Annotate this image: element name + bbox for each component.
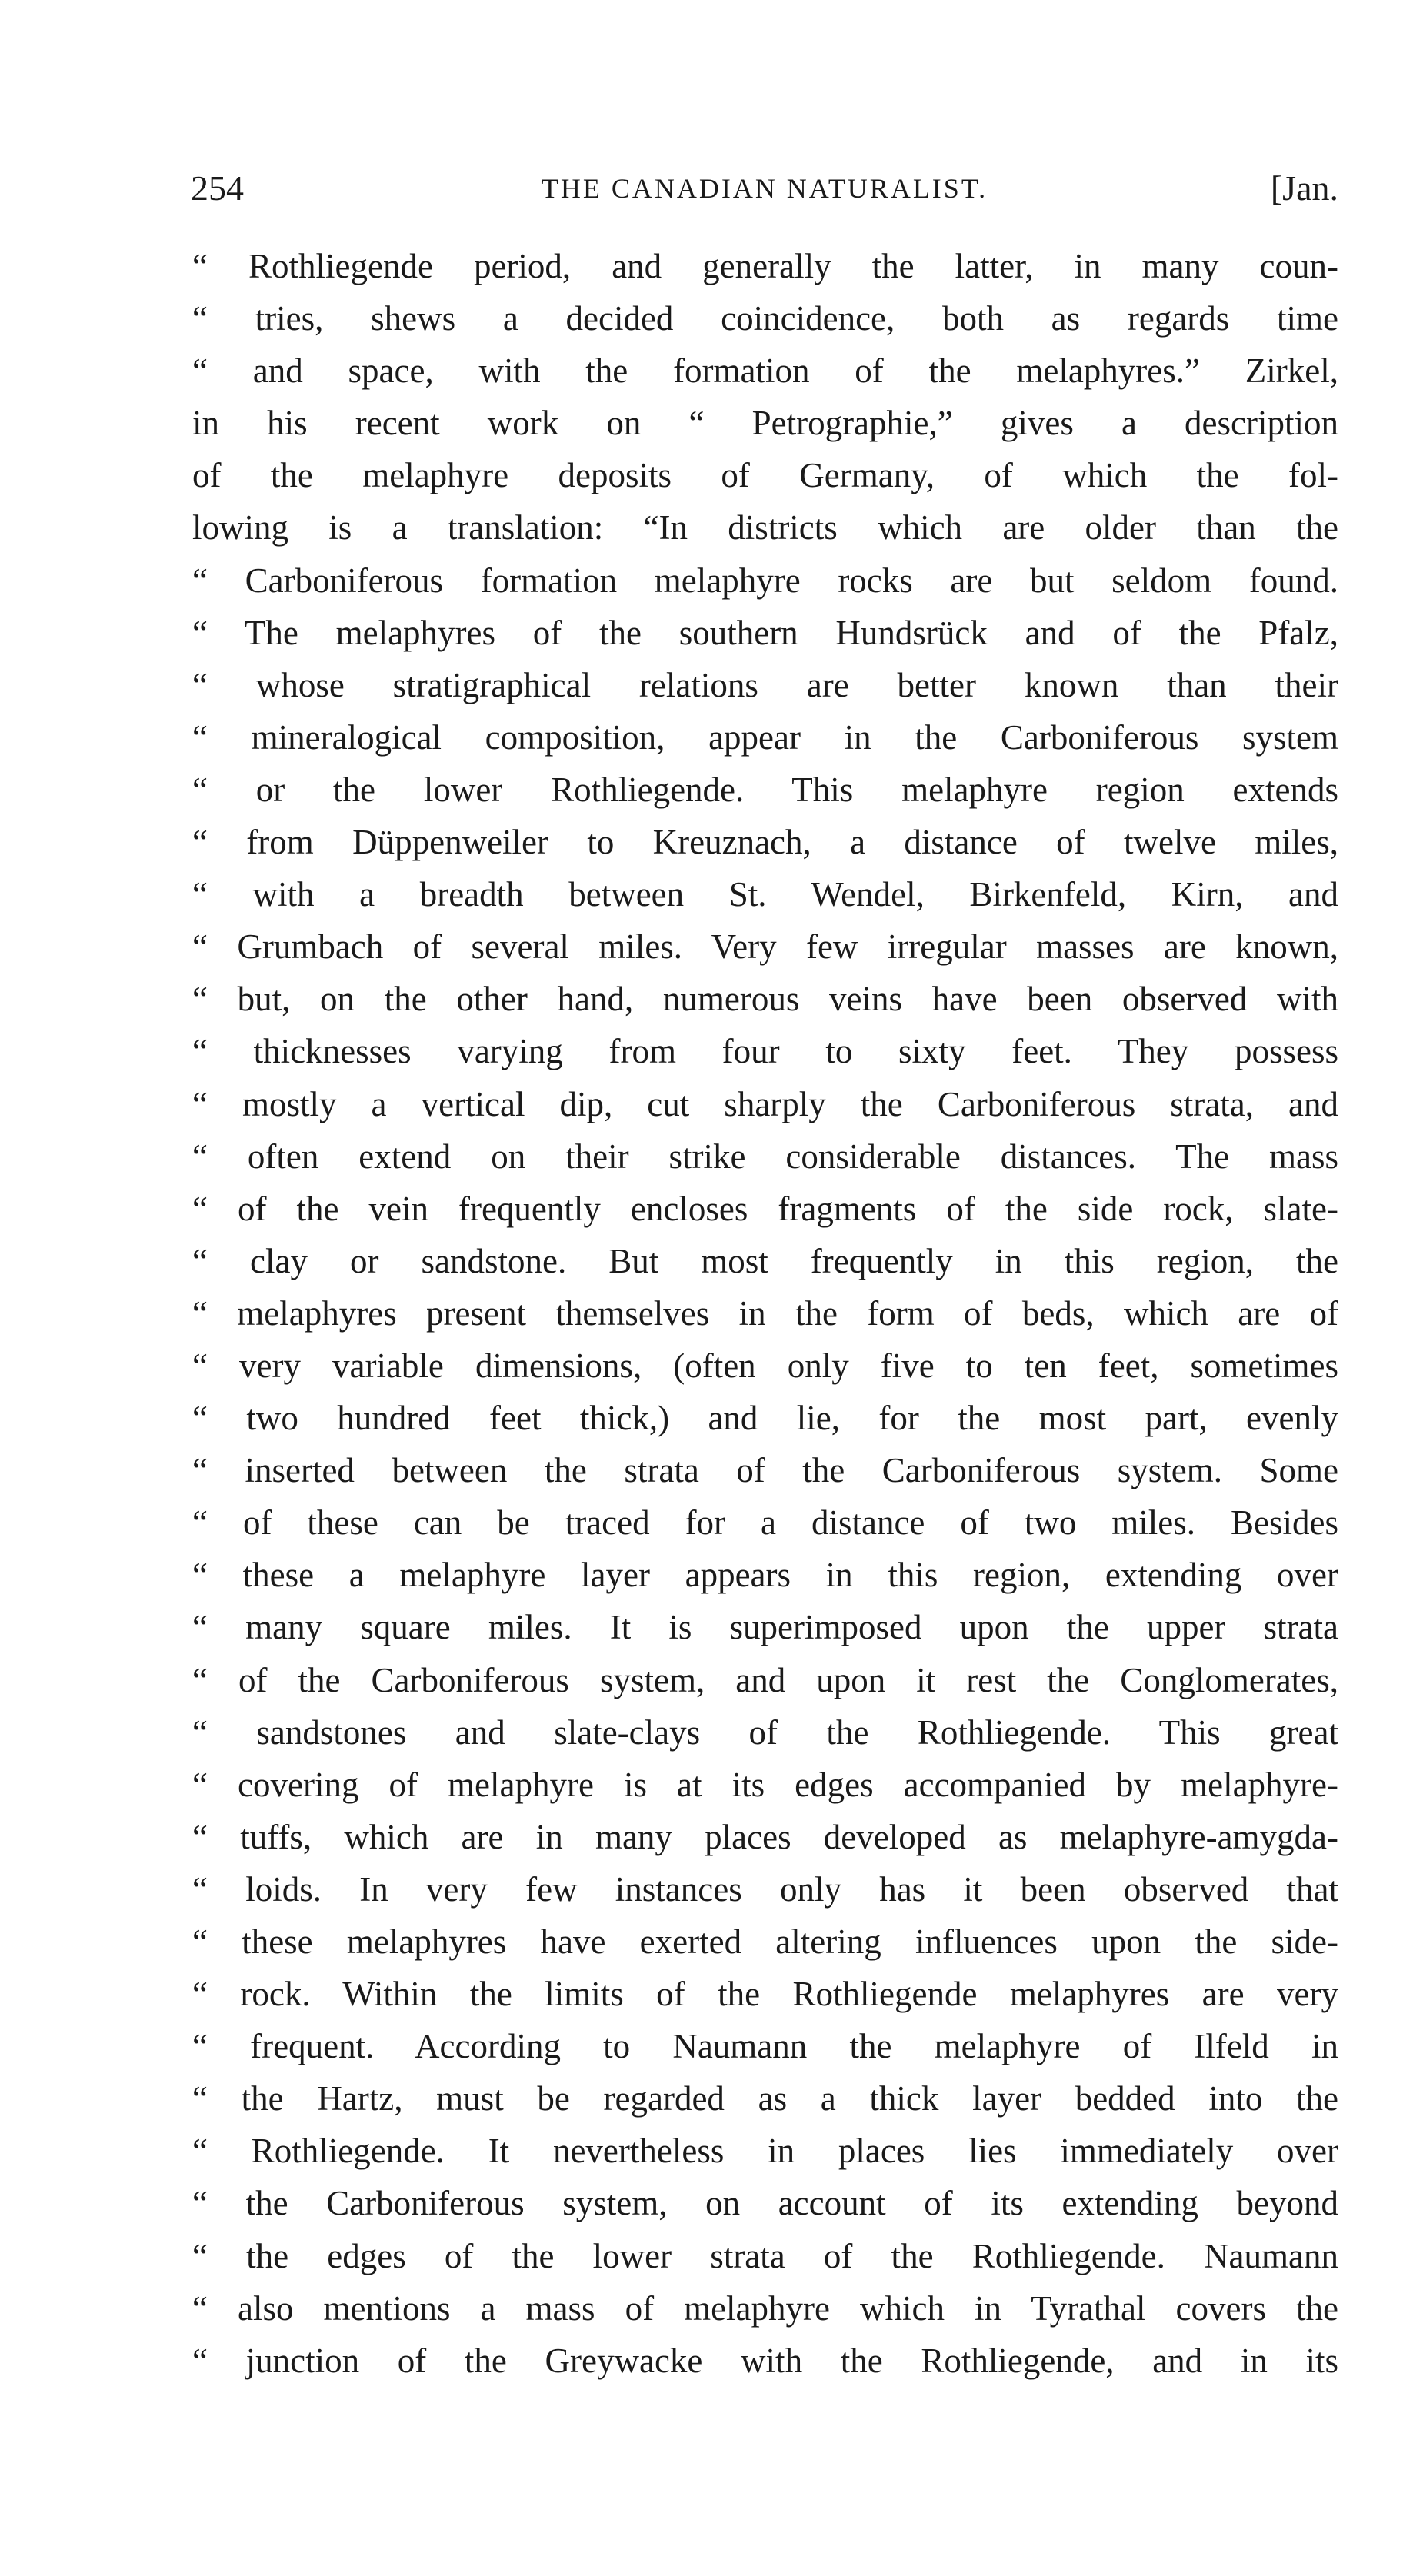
text-line: “ the Hartz, must be regarded as a thick layer bedded into the: [192, 2079, 1338, 2118]
text-line: “ but, on the other hand, numerous veins have been observed with: [192, 980, 1338, 1019]
text-line: “ with a breadth between St. Wendel, Birkenfeld, Kirn, and: [192, 875, 1338, 914]
text-line: “ covering of melaphyre is at its edges accompanied by melaphyre-: [192, 1765, 1338, 1804]
text-line: “ the edges of the lower strata of the Rothliegende. Naumann: [192, 2236, 1338, 2275]
text-line: “ of these can be traced for a distance of two miles. Besides: [192, 1503, 1338, 1543]
text-line: “ thicknesses varying from four to sixty feet. They possess: [192, 1032, 1338, 1071]
text-line: “ frequent. According to Naumann the melaphyre of Ilfeld in: [192, 2027, 1338, 2066]
text-line: “ Rothliegende. It nevertheless in places lies immediately over: [192, 2132, 1338, 2171]
issue-month: [Jan.: [1270, 168, 1338, 208]
text-line: “ rock. Within the limits of the Rothliegende melaphyres are very: [192, 1975, 1338, 2014]
text-line: “ the Carboniferous system, on account of its extending beyond: [192, 2184, 1338, 2223]
text-line: “ mostly a vertical dip, cut sharply the Carboniferous strata, and: [192, 1084, 1338, 1123]
text-line: “ Carboniferous formation melaphyre rocks are but seldom found.: [192, 561, 1338, 600]
text-line: “ of the vein frequently encloses fragments of the side rock, slate-: [192, 1189, 1338, 1228]
text-line: “ tuffs, which are in many places developed as melaphyre-amygda-: [192, 1817, 1338, 1856]
text-line: “ two hundred feet thick,) and lie, for the most part, evenly: [192, 1399, 1338, 1438]
text-line: “ from Düppenweiler to Kreuznach, a distance of twelve miles,: [192, 823, 1338, 862]
text-line: in his recent work on “ Petrographie,” gives a description: [192, 404, 1338, 443]
text-line: “ whose stratigraphical relations are better known than their: [192, 665, 1338, 704]
text-line: “ very variable dimensions, (often only five to ten feet, sometimes: [192, 1346, 1338, 1385]
text-line: “ these a melaphyre layer appears in this region, extending over: [192, 1556, 1338, 1595]
text-line: “ melaphyres present themselves in the form of beds, which are of: [192, 1293, 1338, 1333]
text-line: “ these melaphyres have exerted altering influences upon the side-: [192, 1922, 1338, 1961]
text-line: lowing is a translation: “In districts which are older than the: [192, 508, 1338, 547]
journal-title: THE CANADIAN NATURALIST.: [541, 173, 988, 204]
text-line: “ tries, shews a decided coincidence, both as regards time: [192, 299, 1338, 338]
text-line: “ inserted between the strata of the Carboniferous system. Some: [192, 1451, 1338, 1490]
text-line: “ The melaphyres of the southern Hundsrück and of the Pfalz,: [192, 613, 1338, 652]
text-line: “ and space, with the formation of the melaphyres.” Zirkel,: [192, 351, 1338, 391]
text-line: “ loids. In very few instances only has it been observed that: [192, 1869, 1338, 1909]
page-number: 254: [191, 168, 244, 208]
text-line: “ many square miles. It is superimposed upon the upper strata: [192, 1608, 1338, 1647]
text-line: of the melaphyre deposits of Germany, of which the fol-: [192, 456, 1338, 495]
text-line: “ often extend on their strike considerable distances. The mass: [192, 1137, 1338, 1176]
text-line: “ or the lower Rothliegende. This melaphyre region extends: [192, 770, 1338, 809]
text-line: “ junction of the Greywacke with the Rothliegende, and in its: [192, 2341, 1338, 2380]
text-line: “ sandstones and slate-clays of the Rothliegende. This great: [192, 1712, 1338, 1752]
text-line: “ also mentions a mass of melaphyre which in Tyrathal covers the: [192, 2288, 1338, 2328]
running-head: [191, 165, 1338, 211]
body-text: [192, 240, 1338, 2387]
text-line: “ mineralogical composition, appear in the Carboniferous system: [192, 717, 1338, 757]
text-line: “ of the Carboniferous system, and upon it rest the Conglomerates,: [192, 1660, 1338, 1699]
text-line: “ Grumbach of several miles. Very few irregular masses are known,: [192, 927, 1338, 967]
text-line: “ Rothliegende period, and generally the latter, in many coun-: [192, 247, 1338, 285]
text-line: “ clay or sandstone. But most frequently in this region, the: [192, 1241, 1338, 1280]
